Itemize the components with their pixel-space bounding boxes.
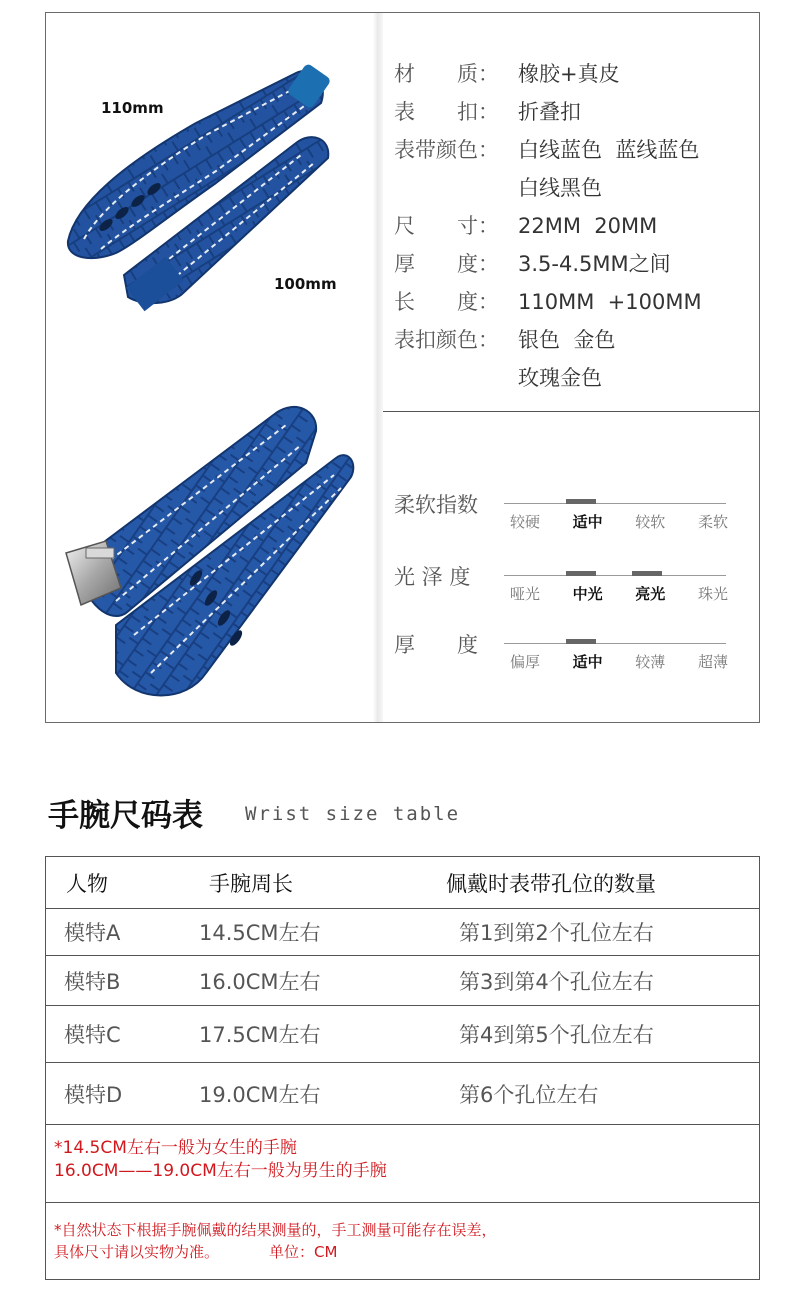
rating-option-selected: 适中 [572, 513, 603, 531]
table-cell: 14.5CM左右 [199, 921, 321, 945]
rating-option-selected: 适中 [572, 653, 603, 671]
rating-option: 柔软 [697, 513, 728, 531]
rating-option-selected: 亮光 [635, 585, 666, 603]
size-table-title: 手腕尺码表 [48, 798, 203, 834]
note-male: 16.0CM——19.0CM左右一般为男生的手腕 [54, 1161, 387, 1181]
table-header-row [46, 856, 759, 908]
table-cell: 第3到第4个孔位左右 [459, 969, 654, 994]
table-cell: 模特B [64, 969, 121, 994]
spec-key: 表 扣： [394, 100, 499, 124]
spec-length [394, 283, 754, 321]
table-cell: 16.0CM左右 [199, 969, 321, 994]
rating-option-selected: 中光 [572, 585, 603, 603]
spec-key: 长 度： [394, 290, 499, 314]
table-header-cell: 人物 [66, 871, 108, 896]
spec-value: 白线蓝色 蓝线蓝色 [518, 138, 700, 162]
rating-marker [566, 639, 596, 644]
rating-track [504, 643, 726, 644]
rating-marker [632, 571, 662, 576]
spec-key: 表扣颜色： [394, 328, 499, 352]
length-label-100: 100mm [274, 275, 337, 293]
table-row [46, 1005, 759, 1062]
rating-label: 光 泽 度 [394, 565, 471, 589]
spec-buckle-color [394, 321, 754, 359]
spec-key: 厚 度： [394, 252, 499, 276]
spec-value: 折叠扣 [518, 100, 581, 124]
spec-buckle [394, 93, 754, 131]
table-row [46, 955, 759, 1005]
rating-options [494, 651, 744, 672]
rating-option: 珠光 [697, 585, 728, 603]
spec-value: 110MM +100MM [518, 290, 702, 314]
table-cell: 模特C [64, 1023, 121, 1047]
table-cell: 19.0CM左右 [199, 1082, 321, 1107]
table-note-row [46, 1124, 759, 1202]
table-cell: 第4到第5个孔位左右 [459, 1023, 654, 1047]
spec-value-cont: 白线黑色 [518, 176, 602, 200]
spec-panel [45, 12, 760, 723]
rating-option: 偏厚 [509, 653, 540, 671]
spec-size [394, 207, 754, 245]
rating-marker [566, 571, 596, 576]
rating-option: 超薄 [697, 653, 728, 671]
spec-key: 材 质： [394, 62, 499, 86]
spec-list [394, 55, 754, 397]
vertical-divider [373, 13, 383, 722]
rating-options [494, 511, 744, 532]
rating-softness [394, 489, 754, 549]
table-row [46, 908, 759, 955]
rating-label: 柔软指数 [394, 493, 478, 517]
spec-value: 3.5-4.5MM之间 [518, 252, 671, 276]
note-measurement: *自然状态下根据手腕佩戴的结果测量的，手工测量可能存在误差， [54, 1221, 497, 1239]
note-female: *14.5CM左右一般为女生的手腕 [54, 1138, 297, 1158]
table-cell: 第1到第2个孔位左右 [459, 921, 654, 945]
table-cell: 17.5CM左右 [199, 1023, 321, 1047]
strap-photo-bottom [46, 373, 373, 723]
table-cell: 模特A [64, 921, 121, 945]
spec-key: 表带颜色： [394, 138, 499, 162]
spec-value-cont: 玫瑰金色 [518, 366, 602, 390]
spec-thickness [394, 245, 754, 283]
rating-options [494, 583, 744, 604]
table-header-cell: 佩戴时表带孔位的数量 [446, 871, 656, 896]
rating-track [504, 575, 726, 576]
horizontal-divider [383, 411, 759, 412]
rating-option: 较软 [635, 513, 666, 531]
spec-material [394, 55, 754, 93]
strap-photo-top [46, 13, 373, 373]
rating-marker [566, 499, 596, 504]
rating-track [504, 503, 726, 504]
note-actual-size [54, 1241, 337, 1263]
table-row [46, 1062, 759, 1124]
rating-gloss [394, 561, 754, 621]
spec-value: 橡胶+真皮 [518, 62, 620, 86]
table-header-cell: 手腕周长 [209, 871, 293, 896]
spec-value: 银色 金色 [518, 328, 616, 352]
table-cell: 模特D [64, 1082, 123, 1107]
length-label-110: 110mm [101, 99, 164, 117]
unit-label: 单位：CM [269, 1243, 338, 1261]
spec-value: 22MM 20MM [518, 214, 658, 238]
rating-option: 哑光 [509, 585, 540, 603]
spec-strap-color [394, 131, 754, 169]
table-footnote-row [46, 1202, 759, 1280]
size-table-subtitle: Wrist size table [245, 803, 461, 825]
rating-option: 较硬 [509, 513, 540, 531]
size-table [45, 856, 760, 1280]
note-actual-size-text: 具体尺寸请以实物为准。 [54, 1243, 220, 1261]
table-cell: 第6个孔位左右 [459, 1082, 599, 1107]
rating-thickness [394, 629, 754, 689]
rating-label: 厚 度 [394, 633, 478, 657]
spec-key: 尺 寸： [394, 214, 499, 238]
rating-option: 较薄 [635, 653, 666, 671]
